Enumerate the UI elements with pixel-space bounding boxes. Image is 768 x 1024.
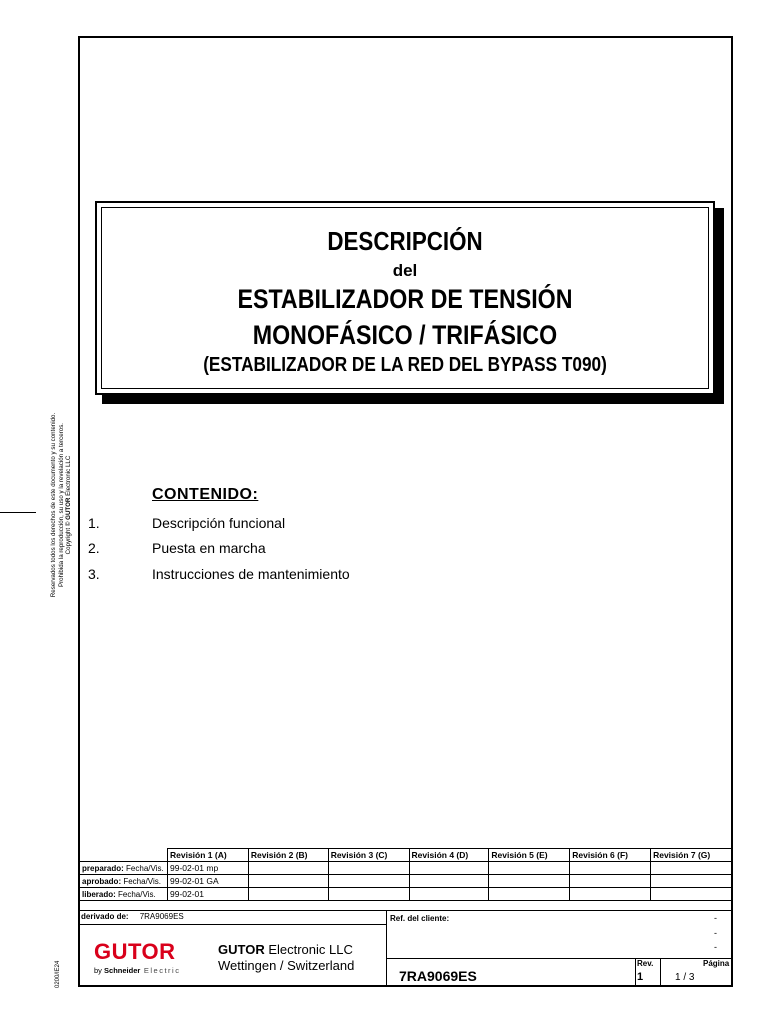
table-row <box>80 862 733 875</box>
form-code: 0200/IE24 <box>55 960 61 988</box>
title-line-4: MONOFÁSICO / TRIFÁSICO <box>252 320 558 350</box>
page-frame <box>78 36 733 987</box>
revision-value-empty <box>248 888 328 901</box>
copyright-line-2: Prohibida la reproducción, su uso y la revelación a terceros. <box>57 422 65 588</box>
page-label: Página <box>703 959 730 968</box>
toc-label: Puesta en marcha <box>152 540 266 556</box>
client-ref-value: - <box>714 928 717 938</box>
revision-value-empty <box>328 862 409 875</box>
revision-header: Revisión 6 (F) <box>570 849 651 862</box>
revision-value: 99-02-01 mp <box>167 862 248 875</box>
revision-header: Revisión 7 (G) <box>651 849 733 862</box>
role-label: aprobado: <box>82 876 122 886</box>
revision-number: 1 <box>637 971 644 983</box>
title-line-5: (ESTABILIZADOR DE LA RED DEL BYPASS T090) <box>203 354 607 376</box>
revision-value-empty <box>651 888 733 901</box>
revision-value-empty <box>328 888 409 901</box>
toc-label: Instrucciones de mantenimiento <box>152 566 350 582</box>
revision-header: Revisión 5 (E) <box>489 849 570 862</box>
table-row <box>80 888 733 901</box>
role-cell <box>80 875 168 888</box>
title-line-3: ESTABILIZADOR DE TENSIÓN <box>237 284 573 314</box>
client-ref-value: - <box>714 942 717 952</box>
derived-from <box>81 912 184 921</box>
revision-value-empty <box>651 875 733 888</box>
footer-divider <box>386 958 733 959</box>
toc-label: Descripción funcional <box>152 515 286 531</box>
copyright-line-3 <box>65 390 73 620</box>
copyright-suffix: Electronic LLC <box>65 455 73 498</box>
revision-header-row <box>80 849 733 862</box>
revision-value-empty <box>489 862 570 875</box>
schneider-tagline <box>94 966 180 975</box>
tagline-schneider: Schneider <box>104 966 141 975</box>
revision-header: Revisión 4 (D) <box>409 849 489 862</box>
revision-value-empty <box>651 862 733 875</box>
gutor-logo: GUTOR <box>94 939 176 964</box>
footer-divider <box>660 958 661 987</box>
revision-label: Rev. <box>637 959 654 968</box>
toc-number: 1. <box>88 515 100 531</box>
revision-value-empty <box>328 875 409 888</box>
revision-header: Revisión 3 (C) <box>328 849 409 862</box>
role-field: Fecha/Vis. <box>118 889 156 899</box>
revision-table <box>79 848 733 901</box>
derived-from-value: 7RA9069ES <box>139 912 184 921</box>
document-number: 7RA9069ES <box>399 968 477 984</box>
revision-corner <box>80 849 168 862</box>
revision-value-empty <box>409 888 489 901</box>
copyright-prefix: Copyright © <box>65 519 73 555</box>
footer-divider <box>386 910 387 987</box>
tagline-by: by <box>94 966 105 975</box>
revision-header: Revisión 2 (B) <box>248 849 328 862</box>
revision-value: 99-02-01 <box>167 888 248 901</box>
title-line-1: DESCRIPCIÓN <box>327 226 483 256</box>
page-number: 1 / 3 <box>675 972 695 983</box>
derived-from-label: derivado de: <box>81 912 129 921</box>
role-field: Fecha/Vis. <box>126 863 164 873</box>
contents-heading: CONTENIDO: <box>152 486 259 503</box>
revision-value-empty <box>489 888 570 901</box>
role-field: Fecha/Vis. <box>123 876 161 886</box>
footer-divider <box>79 910 733 911</box>
revision-value-empty <box>409 862 489 875</box>
revision-value: 99-02-01 GA <box>167 875 248 888</box>
revision-header: Revisión 1 (A) <box>167 849 248 862</box>
title-line-2: del <box>392 261 418 280</box>
copyright-line-1: Reservados todos los derechos de este documento y su contenido. <box>50 412 57 598</box>
client-ref-label: Ref. del cliente: <box>390 914 450 923</box>
title-inner-frame <box>101 207 709 389</box>
toc-number: 3. <box>88 566 100 582</box>
role-cell <box>80 862 168 875</box>
revision-value-empty <box>248 862 328 875</box>
client-ref-value: - <box>714 913 717 923</box>
revision-value-empty <box>570 888 651 901</box>
title-box <box>95 201 715 395</box>
toc-number: 2. <box>88 540 100 556</box>
revision-value-empty <box>570 862 651 875</box>
company-location: Wettingen / Switzerland <box>218 958 355 973</box>
company-name <box>218 942 353 957</box>
role-cell <box>80 888 168 901</box>
table-row <box>80 875 733 888</box>
revision-value-empty <box>570 875 651 888</box>
margin-mark <box>0 512 36 513</box>
revision-value-empty <box>409 875 489 888</box>
role-label: liberado: <box>82 889 116 899</box>
company-rest: Electronic LLC <box>264 942 353 957</box>
company-brand: GUTOR <box>218 942 265 957</box>
footer-divider <box>79 924 386 925</box>
revision-value-empty <box>489 875 570 888</box>
role-label: preparado: <box>82 863 124 873</box>
copyright-brand: GUTOR <box>65 497 73 520</box>
copyright-note <box>50 390 73 620</box>
revision-value-empty <box>248 875 328 888</box>
tagline-electric: Electric <box>140 966 181 975</box>
footer-divider <box>635 958 636 987</box>
